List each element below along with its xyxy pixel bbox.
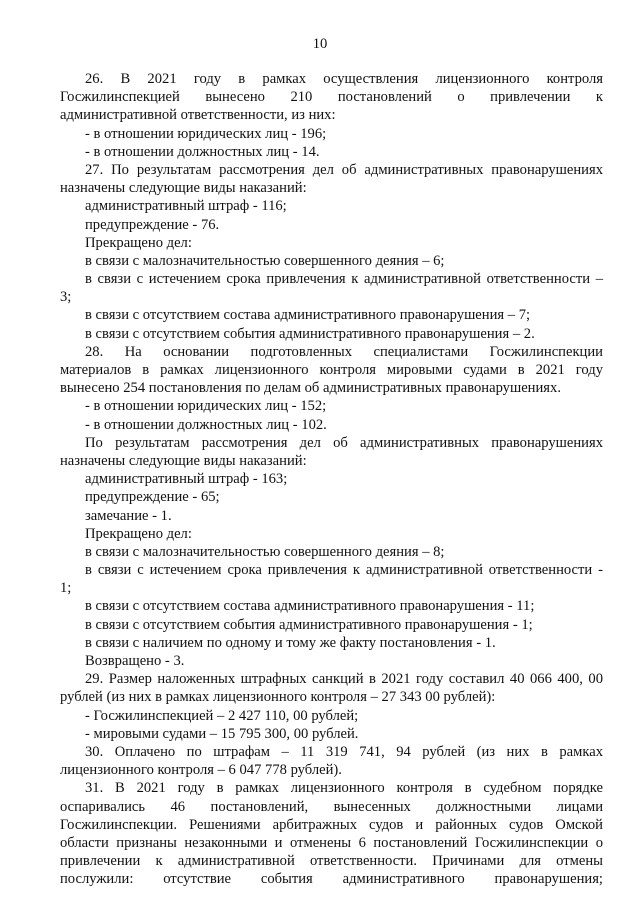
text-line: в связи с отсутствием события административного правонарушения - 1; — [85, 616, 533, 633]
text-line: замечание - 1. — [85, 507, 172, 524]
text-line: Госжилинспекции. Решениями арбитражных судов и районных судов Омской — [60, 816, 603, 833]
text-line: 27. По результатам рассмотрения дел об административных правонарушениях — [85, 161, 603, 178]
text-line: Прекращено дел: — [85, 525, 192, 542]
text-line: в связи с отсутствием состава административного правонарушения – 7; — [85, 307, 531, 324]
text-line: 30. Оплачено по штрафам – 11 319 741, 94 рублей (из них в рамках — [85, 743, 603, 760]
text-line: назначены следующие виды наказаний: — [60, 452, 307, 469]
text-line: вынесено 254 постановления по делам об административных правонарушениях. — [60, 380, 561, 397]
text-line: предупреждение - 65; — [85, 489, 220, 506]
text-line: 29. Размер наложенных штрафных санкций в 2021 году составил 40 066 400, 00 — [85, 671, 603, 688]
text-line: области признаны незаконными и отменены 6 постановлений Госжилинспекции о — [60, 834, 603, 851]
text-line: в связи с отсутствием состава административного правонарушения - 11; — [85, 598, 535, 615]
text-line: в связи с наличием по одному и тому же факту постановления - 1. — [85, 634, 496, 651]
text-line: административный штраф - 163; — [85, 471, 288, 488]
text-line: рублей (из них в рамках лицензионного контроля – 27 343 00 рублей): — [60, 689, 496, 706]
text-line: - мировыми судами – 15 795 300, 00 рублей. — [85, 725, 359, 742]
text-line: 1; — [60, 580, 72, 597]
text-line: в связи с истечением срока привлечения к административной ответственности - — [85, 562, 603, 579]
text-line: - Госжилинспекцией – 2 427 110, 00 рублей; — [85, 707, 359, 724]
text-line: По результатам рассмотрения дел об административных правонарушениях — [85, 434, 603, 451]
page-number: 10 — [312, 36, 328, 52]
text-line: Госжилинспекцией вынесено 210 постановлений о привлечении к — [60, 89, 603, 106]
text-line: - в отношении должностных лиц - 14. — [85, 143, 320, 160]
text-line: Прекращено дел: — [85, 234, 192, 251]
text-line: 3; — [60, 289, 72, 306]
document-body — [60, 70, 603, 888]
text-line: - в отношении юридических лиц - 152; — [85, 398, 327, 415]
text-line: 26. В 2021 году в рамках осуществления лицензионного контроля — [85, 71, 603, 87]
text-line: административный штраф - 116; — [85, 198, 287, 215]
text-line: 31. В 2021 году в рамках лицензионного контроля в судебном порядке — [85, 780, 603, 797]
text-line: предупреждение - 76. — [85, 216, 220, 233]
text-line: в связи с истечением срока привлечения к административной ответственности – — [85, 271, 603, 288]
text-line: материалов в рамках лицензионного контроля мировыми судами в 2021 году — [60, 362, 603, 378]
text-line: в связи с малозначительностью совершенного деяния – 6; — [85, 252, 445, 269]
text-line: Возвращено - 3. — [85, 653, 185, 669]
text-line: административной ответственности, из них: — [60, 107, 336, 124]
text-line: в связи с отсутствием события административного правонарушения – 2. — [85, 325, 535, 342]
text-line: послужили: отсутствие события административного правонарушения; — [60, 871, 603, 888]
text-line: лицензионного контроля – 6 047 778 рублей). — [60, 762, 342, 779]
text-line: - в отношении юридических лиц - 196; — [85, 125, 327, 142]
text-line: - в отношении должностных лиц - 102. — [85, 416, 327, 433]
text-line: назначены следующие виды наказаний: — [60, 180, 307, 197]
text-line: привлечении к административной ответственности. Причинами для отмены — [60, 853, 603, 870]
text-line: оспаривались 46 постановлений, вынесенных должностными лицами — [60, 798, 603, 815]
text-line: 28. На основании подготовленных специалистами Госжилинспекции — [85, 343, 603, 360]
text-line: в связи с малозначительностью совершенного деяния – 8; — [85, 543, 445, 560]
